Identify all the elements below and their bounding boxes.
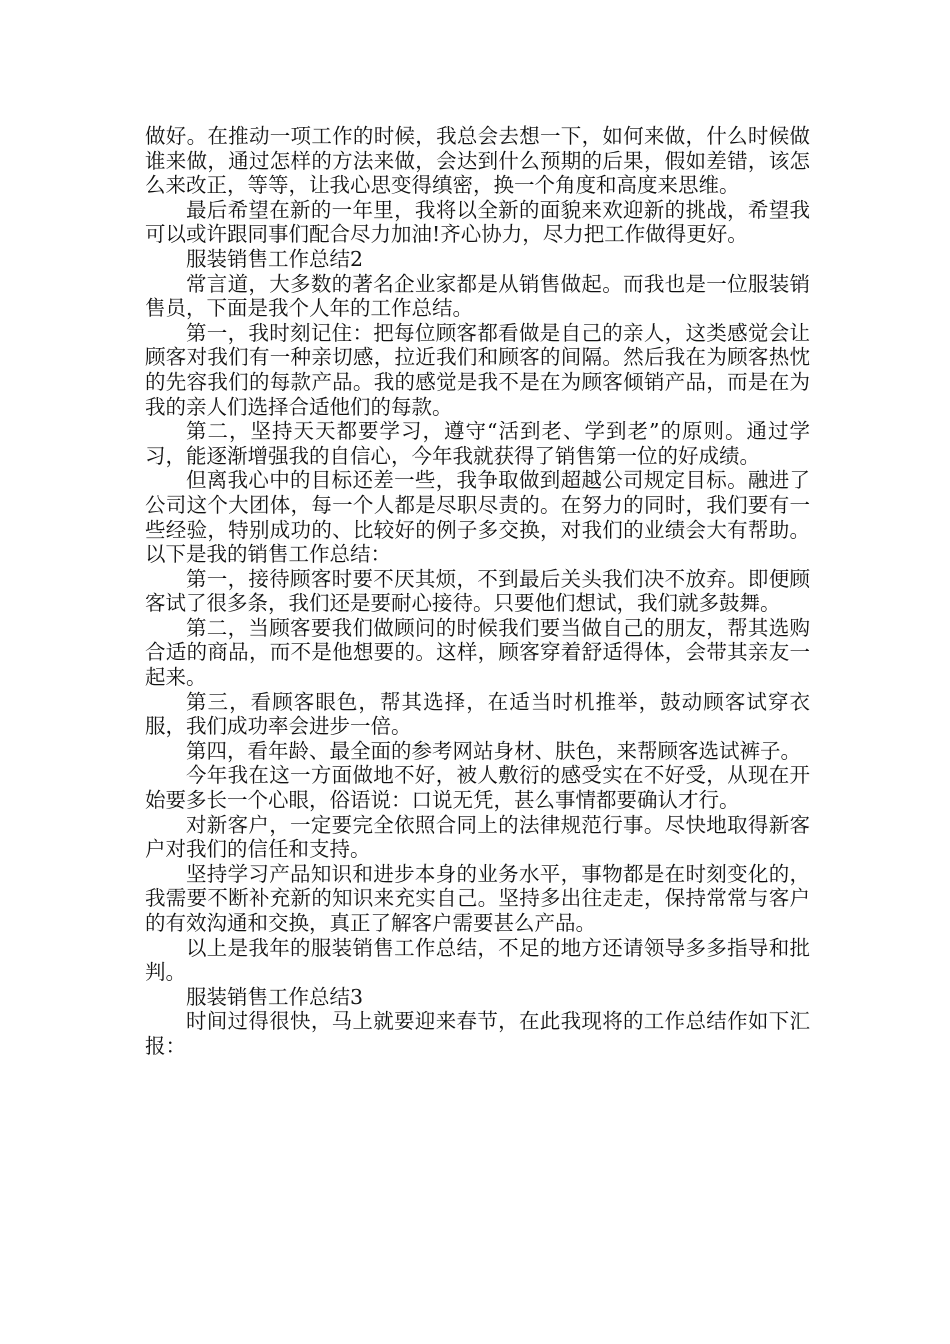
paragraph: 常言道，大多数的著名企业家都是从销售做起。而我也是一位服装销售员，下面是我个人年的工作总结。 xyxy=(145,271,810,321)
paragraph: 对新客户，一定要完全依照合同上的法律规范行事。尽快地取得新客户对我们的信任和支持。 xyxy=(145,812,810,862)
paragraph: 今年我在这一方面做地不好，被人敷衍的感受实在不好受，从现在开始要多长一个心眼，俗语说：口说无凭，甚么事情都要确认才行。 xyxy=(145,763,810,813)
paragraph: 第二，坚持天天都要学习，遵守“活到老、学到老”的原则。通过学习，能逐渐增强我的自信心，今年我就获得了销售第一位的好成绩。 xyxy=(145,419,810,468)
paragraph: 第三，看顾客眼色，帮其选择，在适当时机推举，鼓动顾客试穿衣服，我们成功率会进步一倍。 xyxy=(145,689,810,739)
document-page xyxy=(145,124,810,1059)
paragraph: 第一，我时刻记住：把每位顾客都看做是自己的亲人，这类感觉会让顾客对我们有一种亲切感，拉近我们和顾客的间隔。然后我在为顾客热忱的先容我们的每款产品。我的感觉是我不是在为顾客倾销产品，而是在为我的亲人们选择合适他们的每款。 xyxy=(145,320,810,419)
paragraph: 第一，接待顾客时要不厌其烦，不到最后关头我们决不放弃。即便顾客试了很多条，我们还是要耐心接待。只要他们想试，我们就多鼓舞。 xyxy=(145,566,810,616)
paragraph: 但离我心中的目标还差一些，我争取做到超越公司规定目标。融进了公司这个大团体，每一个人都是尽职尽责的。在努力的同时，我们要有一些经验，特别成功的、比较好的例子多交换，对我们的业绩会大有帮助。以下是我的销售工作总结： xyxy=(145,468,810,567)
paragraph: 第二，当顾客要我们做顾问的时候我们要当做自己的朋友，帮其选购合适的商品，而不是他想要的。这样，顾客穿着舒适得体，会带其亲友一起来。 xyxy=(145,615,810,690)
section-heading: 服装销售工作总结3 xyxy=(186,984,364,1009)
paragraph: 坚持学习产品知识和进步本身的业务水平，事物都是在时刻变化的，我需要不断补充新的知识来充实自己。坚持多出往走走，保持常常与客户的有效沟通和交换，真正了解客户需要甚么产品。 xyxy=(145,861,810,935)
paragraph: 做好。在推动一项工作的时候，我总会去想一下，如何来做，什么时候做谁来做，通过怎样的方法来做，会达到什么预期的后果，假如差错，该怎么来改正，等等，让我心思变得缜密，换一个角度和高度来思维。 xyxy=(145,124,810,198)
paragraph: 第四，看年龄、最全面的参考网站身材、肤色，来帮顾客选试裤子。 xyxy=(186,738,801,763)
section-heading: 服装销售工作总结2 xyxy=(186,246,364,271)
paragraph: 时间过得很快，马上就要迎来春节，在此我现将的工作总结作如下汇报： xyxy=(145,1009,810,1058)
paragraph: 最后希望在新的一年里，我将以全新的面貌来欢迎新的挑战，希望我可以或许跟同事们配合尽力加油!齐心协力，尽力把工作做得更好。 xyxy=(145,197,810,247)
paragraph: 以上是我年的服装销售工作总结，不足的地方还请领导多多指导和批判。 xyxy=(145,935,810,985)
